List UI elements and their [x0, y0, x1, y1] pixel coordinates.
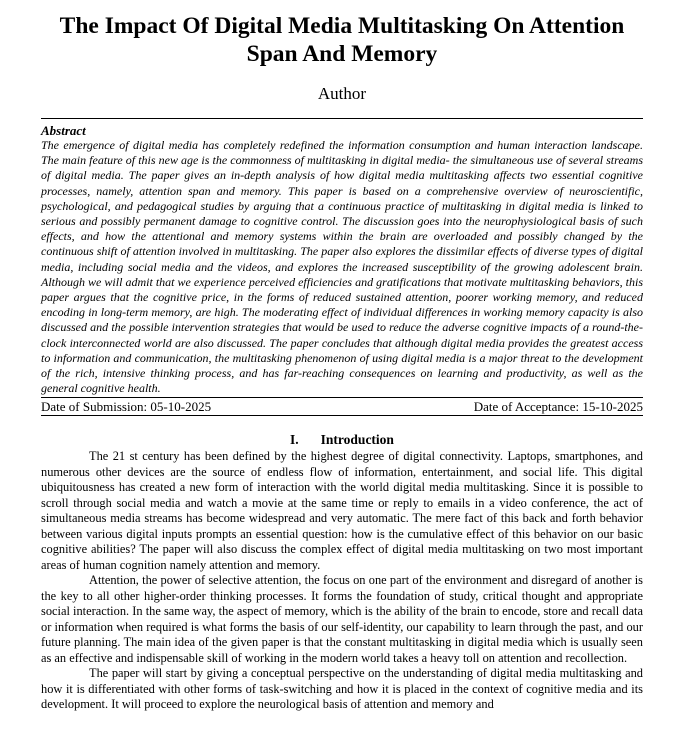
paper-page: [41, 0, 643, 713]
date-of-acceptance: Date of Acceptance: 15-10-2025: [473, 399, 643, 415]
introduction-body: [41, 449, 643, 713]
author-name: Author: [317, 84, 367, 103]
abstract-section: [41, 118, 643, 398]
paragraph: The paper will start by giving a conceptual perspective on the understanding of digital media multitasking and how it is differentiated with other forms of task-switching and how it is placed in the context of cognitive media and its development. It will proceed to explore the neurological basis of attention and memory and: [41, 666, 643, 712]
paragraph: The 21 st century has been defined by the highest degree of digital connectivity. Laptops, smartphones, and numerous other devices are the source of endless flow of information, entertainment, and social life. This digital ubiquitousness has created a new form of interaction with the world digital media multitasking. Since it is possible to scroll through social media and watch a movie at the same time or reply to emails in a video conference, the act of simultaneous media streams has become widespread and very automatic. The mere fact of this back and forth behavior between various digital inputs prompts an essential question: how is the cumulative effect of this behavior on our basic cognitive abilities? The paper will also discuss the complex effect of digital media multitasking on two most important areas of human cognition namely attention and memory.: [41, 449, 643, 572]
section-title: Introduction: [320, 432, 394, 448]
abstract-heading: Abstract: [41, 123, 86, 138]
dates-row: [41, 398, 643, 416]
section-heading: [41, 432, 643, 448]
section-number: I.: [290, 432, 299, 448]
paper-title: The Impact Of Digital Media Multitasking On Attention Span And Memory: [59, 13, 625, 67]
paragraph: Attention, the power of selective attention, the focus on one part of the environment and disregard of another is the key to all other higher-order thinking processes. It forms the foundation of study, critical thought and appropriate social interaction. In the same way, the aspect of memory, which is the ability of the brain to encode, store and recall data or information when required is what forms the basis of our self-identity, our capability to learn through the past, and our future planning. The main idea of the given paper is that the constant multitasking in digital media which is usually seen as an effective and indispensable skill of working in the modern world takes a heavy toll on attention and recollection.: [41, 573, 643, 665]
abstract-text: The emergence of digital media has completely redefined the information consumption and human interaction landscape. The main feature of this new age is the commonness of multitasking in digital media- the simultaneous use of several streams of digital media. The paper gives an in-depth analysis of how digital media multitasking affects two essential cognitive processes, namely, attention span and memory. This paper is based on a comprehensive overview of neuroscientific, psychological, and pedagogical studies by arguing that a continuous practice of multitasking in digital media is linked to serious and possibly permanent damage to cognitive control. The discussion goes into the neurophysiological basis of such effects, and how the attentional and memory systems within the brain are overloaded and possibly changed by the continuous shift of attention involved in multitasking. The paper also explores the dissimilar effects of diverse types of digital media, including social media and the videos, and explores the increased susceptibility of the growing adolescent brain. Although we will admit that we experience perceived efficiencies and gratifications that motivate multitasking behaviors, this paper argues that the cognitive price, in the forms of reduced sustained attention, poorer working memory, and reduced encoding in long-term memory, are high. The moderating effect of individual differences in working memory capacity is also discussed and the possible intervention strategies that would be used to reduce the adverse cognitive impacts of a round-the-clock interconnected world are also discussed. The paper concludes that although digital media provides the greatest access to information and communication, the multitasking phenomenon of using digital media is a major threat to the development of the rich, intensive thinking process, and has far-reaching consequences on learning and productivity, as well as the general cognitive health.: [41, 138, 643, 396]
date-of-submission: Date of Submission: 05-10-2025: [41, 399, 212, 415]
